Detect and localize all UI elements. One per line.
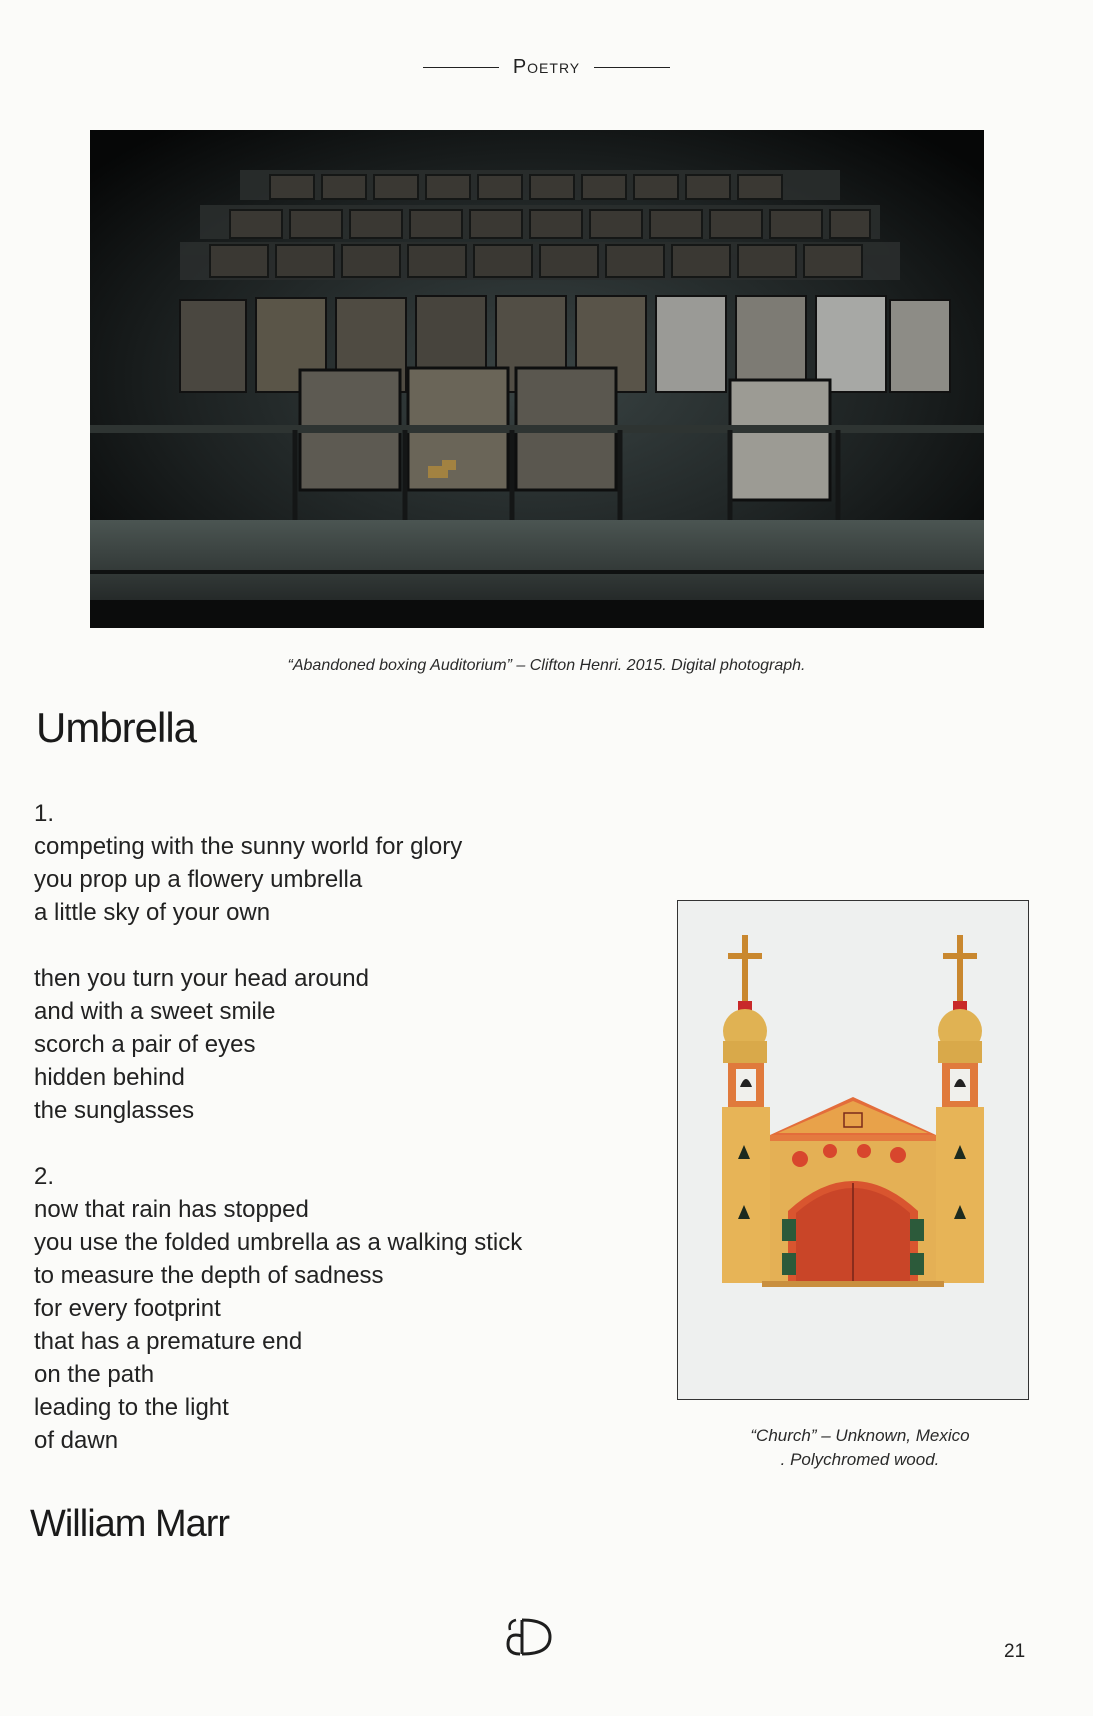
- poem-line: hidden behind: [34, 1064, 185, 1091]
- header-rule-right: [594, 67, 670, 68]
- section-label: Poetry: [512, 56, 581, 78]
- church-left-tower: [722, 935, 770, 1283]
- poem-line: that has a premature end: [34, 1328, 303, 1355]
- poem-line: on the path: [34, 1361, 155, 1388]
- poem-title: Umbrella: [36, 704, 197, 751]
- church-right-tower: [936, 935, 984, 1283]
- poem-body: [34, 797, 522, 1490]
- poem-line: 2.: [34, 1163, 55, 1190]
- stanza: [34, 962, 522, 1127]
- church-facade: [762, 1097, 944, 1287]
- poem-line: then you turn your head around: [34, 965, 369, 992]
- page-number: 21: [1004, 1641, 1026, 1662]
- auditorium-photo-caption: “Abandoned boxing Auditorium” – Clifton Henri. 2015. Digital photograph.: [287, 657, 806, 674]
- publication-logo-icon: [502, 1614, 554, 1660]
- church-photo-caption: [710, 1424, 1010, 1472]
- poem-line: of dawn: [34, 1427, 119, 1454]
- church-photo-image: [678, 901, 1027, 1398]
- section-header: [0, 56, 1093, 79]
- poem-line: leading to the light: [34, 1394, 229, 1421]
- poem-line: and with a sweet smile: [34, 998, 276, 1025]
- poem-author: William Marr: [30, 1503, 230, 1545]
- auditorium-photo-image: [90, 130, 984, 628]
- auditorium-photo: [90, 130, 984, 628]
- poem-line: scorch a pair of eyes: [34, 1031, 256, 1058]
- poem-line: the sunglasses: [34, 1097, 195, 1124]
- poem-line: you use the folded umbrella as a walking stick: [34, 1229, 523, 1256]
- poem-line: now that rain has stopped: [34, 1196, 309, 1223]
- poem-line: a little sky of your own: [34, 899, 271, 926]
- poem-line: to measure the depth of sadness: [34, 1262, 384, 1289]
- poem-line: you prop up a flowery umbrella: [34, 866, 363, 893]
- stanza: [34, 797, 522, 929]
- poem-line: 1.: [34, 800, 55, 827]
- header-rule-left: [423, 67, 499, 68]
- church-caption-line: . Polychromed wood.: [780, 1450, 940, 1469]
- church-caption-line: “Church” – Unknown, Mexico: [750, 1426, 970, 1445]
- poem-line: for every footprint: [34, 1295, 221, 1322]
- stanza: [34, 1160, 522, 1457]
- church-photo: [677, 900, 1029, 1400]
- poem-line: competing with the sunny world for glory: [34, 833, 463, 860]
